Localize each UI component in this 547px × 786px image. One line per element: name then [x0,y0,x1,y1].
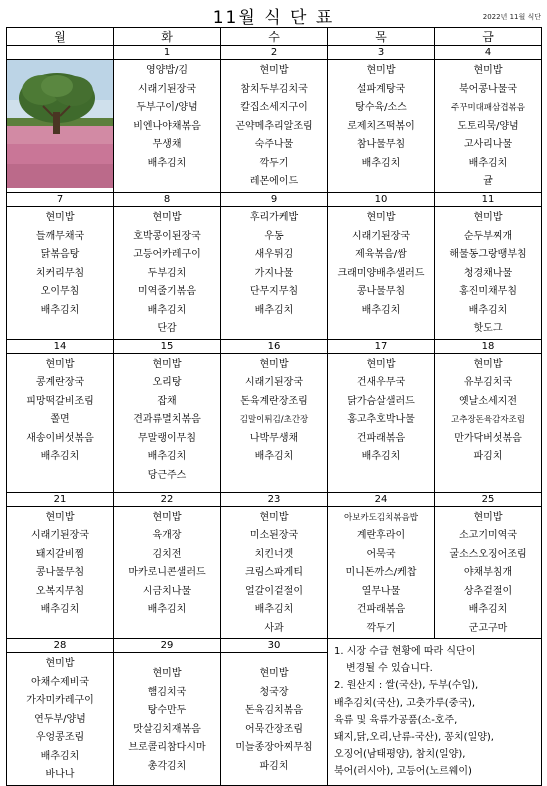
menu-item: 현미밥 [473,358,503,370]
menu-item: 고사리나물 [463,139,513,150]
menu-item: 청국장 [259,686,289,698]
day-number: 28 [7,639,113,653]
menu-item: 잡채 [157,395,177,407]
menu-item: 옛날소세지전 [459,395,517,407]
menu-item: 현미밥 [473,511,503,523]
note-line: 2. 원산지 : 쌀(국산), 두부(수입), [334,680,479,692]
menu-item: 배추김치 [468,604,508,615]
menu-item: 배추김치 [147,304,187,316]
menu-item: 배추김치 [468,157,508,169]
menu-item: 들깨무채국 [35,230,85,242]
menu-item: 주꾸미대패삼겹볶음 [451,103,525,113]
menu-item: 배추김치 [147,157,187,169]
menu-item: 곤약메추리알조림 [235,120,313,132]
menu-item: 치커리무침 [35,267,85,279]
day-number: 3 [328,46,434,60]
day-number: 15 [114,340,220,354]
day-cell [435,193,542,340]
menu-item: 건파래볶음 [356,432,406,444]
day-number: 24 [328,493,434,507]
day-cell [7,339,114,492]
menu-item: 새우튀김 [254,249,294,260]
day-cell [221,492,328,639]
menu-item: 현미밥 [152,358,182,370]
menu-item: 북어콩나물국 [459,83,517,95]
menu-item: 깍두기 [259,157,289,169]
week-row [7,46,542,193]
day-number: 18 [435,340,541,354]
menu-item: 마카로니콘샐러드 [128,567,206,578]
menu-list [7,653,113,785]
menu-item: 배추김치 [147,604,187,615]
menu-item: 아채수제비국 [31,676,89,688]
menu-item: 현미밥 [259,65,289,76]
week-row [7,339,542,492]
menu-item: 미니돈까스/케찹 [345,567,417,578]
menu-list [114,507,220,620]
week-row [7,639,542,786]
menu-item: 우엉콩조림 [35,732,85,743]
menu-item: 현미밥 [259,511,289,523]
menu-item: 미역줄기볶음 [138,286,196,297]
menu-item: 쫄면 [50,414,70,425]
day-cell [328,46,435,193]
menu-item: 계란후라이 [356,530,406,541]
day-number: 25 [435,493,541,507]
menu-item: 현미밥 [45,511,75,523]
tree-photo [7,60,113,188]
menu-item: 소고기미역국 [459,530,517,541]
menu-item: 오리탕 [152,377,182,388]
day-cell [7,193,114,340]
menu-item: 현미밥 [45,212,75,223]
menu-item: 나박무생채 [249,432,299,444]
menu-list [435,354,541,467]
day-cell [7,639,114,786]
menu-item: 당근주스 [147,469,187,481]
day-number: 11 [435,193,541,207]
menu-item: 배추김치 [254,451,294,462]
menu-item: 고추장돈육감자조림 [451,415,525,425]
menu-item: 현미밥 [473,212,503,223]
day-cell [114,193,221,340]
day-number: 8 [114,193,220,207]
menu-item: 맛살김치재볶음 [133,723,201,735]
menu-item: 새송이버섯볶음 [26,432,94,444]
menu-item: 아보카도김치볶음밥 [344,512,418,523]
menu-item: 현미밥 [152,511,182,523]
note-line: 북어(러시아), 고등어(노르웨이) [334,766,472,778]
menu-list [221,60,327,192]
menu-item: 돼지갈비찜 [35,548,85,560]
menu-item: 영양밥/김 [145,65,188,76]
menu-item: 육개장 [152,530,182,541]
menu-list [221,653,327,776]
menu-item: 닭볶음탕 [40,249,80,260]
menu-item: 상추겉절이 [463,585,513,597]
menu-item: 배추김치 [147,451,187,462]
day-cell [221,193,328,340]
menu-item: 현미밥 [259,358,289,370]
menu-item: 어묵간장조림 [245,723,303,735]
day-number: 16 [221,340,327,354]
tree-field-image [7,60,113,188]
menu-item: 현미밥 [45,358,75,370]
day-number: 30 [221,639,327,653]
menu-item: 배추김치 [361,304,401,316]
menu-item: 현미밥 [366,65,396,76]
menu-item: 두부구이/양념 [136,102,198,113]
menu-list [7,207,113,320]
menu-list [435,207,541,339]
menu-item: 치킨너겟 [254,548,294,560]
day-number: 29 [114,639,220,653]
notes [328,639,541,781]
menu-item: 홍고추호박나물 [347,414,415,425]
menu-item: 김치전 [152,548,182,560]
menu-item: 돈육김치볶음 [245,705,303,716]
menu-item: 순두부찌개 [463,230,513,242]
menu-item: 비엔나야채볶음 [133,120,201,132]
menu-item: 호박콩이된장국 [133,230,201,242]
menu-item: 숙주나물 [254,139,294,150]
menu-item: 배추김치 [254,304,294,316]
menu-item: 현미밥 [152,668,182,679]
menu-item: 바나나 [45,769,75,780]
menu-item: 두부김치 [147,267,187,279]
menu-item: 배추김치 [361,451,401,462]
menu-item: 배추김치 [361,157,401,169]
menu-item: 배추김치 [254,604,294,615]
menu-list [221,207,327,320]
menu-item: 칼집소세지구이 [240,102,308,113]
day-cell [114,46,221,193]
weekday-header-row [7,28,542,46]
menu-item: 닭가슴살샐러드 [347,395,415,407]
menu-item: 연두부/양념 [34,713,86,725]
day-number: 7 [7,193,113,207]
menu-item: 해물동그랑땡부침 [449,249,527,260]
day-cell-photo [7,46,114,193]
day-number: 1 [114,46,220,60]
menu-list [7,354,113,467]
menu-item: 배추김치 [40,604,80,615]
menu-item: 유부김치국 [463,377,513,388]
menu-list [328,207,434,320]
menu-item: 견과류멸치볶음 [133,414,201,425]
menu-list [221,354,327,467]
day-cell [435,46,542,193]
menu-item: 시래기된장국 [31,530,89,541]
menu-item: 사과 [264,622,284,634]
menu-item: 고등어카레구이 [133,249,201,260]
day-number: 21 [7,493,113,507]
menu-list [328,507,434,639]
week-row [7,193,542,340]
menu-item: 무생채 [152,139,182,150]
day-cell [435,492,542,639]
day-cell [328,492,435,639]
menu-calendar [6,27,542,786]
note-line: 오징어(남태평양), 참치(일양), [334,749,466,761]
menu-item: 어묵국 [366,548,396,560]
menu-item: 단무지무침 [249,286,299,297]
menu-item: 참나물무침 [356,139,406,150]
menu-item: 도토리묵/양념 [457,120,519,132]
menu-list [328,354,434,467]
menu-item: 군고구마 [468,622,508,634]
menu-item: 배추김치 [468,304,508,316]
menu-item: 야채부침개 [463,567,513,578]
menu-item: 현미밥 [366,212,396,223]
menu-item: 파김치 [259,760,289,772]
day-cell [221,46,328,193]
note-line: 돼지,닭,오리,난류-국산), 꽁치(일양), [334,732,494,744]
day-cell [328,339,435,492]
menu-list [114,354,220,486]
day-cell [328,193,435,340]
page-title: 11월 식 단 표 [212,8,335,28]
menu-item: 시래기된장국 [352,230,410,242]
menu-item: 오이무침 [40,286,80,297]
menu-item: 단감 [157,323,177,334]
weekday-header: 금 [435,28,542,46]
menu-item: 참치두부김치국 [240,83,308,95]
menu-item: 홍진미채무침 [459,286,517,297]
day-cell [221,339,328,492]
day-number: 2 [221,46,327,60]
menu-list [221,507,327,639]
menu-item: 굴소스오징어조림 [449,548,527,560]
note-line: 배추김치(국산), 고춧가루(중국), [334,697,476,709]
menu-item: 시래기된장국 [138,83,196,95]
day-number: 17 [328,340,434,354]
day-number: 22 [114,493,220,507]
day-cell [114,492,221,639]
day-number: 9 [221,193,327,207]
menu-item: 햄김치국 [147,686,187,698]
menu-item: 피망떡갈비조림 [26,395,94,407]
weekday-header: 화 [114,28,221,46]
day-cell [114,339,221,492]
day-cell [221,639,328,786]
menu-item: 가자미카레구이 [26,695,94,706]
menu-list [114,653,220,776]
menu-item: 크림스파게티 [245,567,303,578]
menu-item: 콩계란장국 [35,377,85,388]
menu-item: 후리가케밥 [249,212,299,223]
day-cell [7,492,114,639]
menu-item: 레몬에이드 [249,176,299,187]
menu-item: 현미밥 [45,658,75,669]
menu-item: 우동 [264,230,284,242]
menu-item: 설파계탕국 [356,83,406,95]
menu-item: 미소된장국 [249,530,299,541]
menu-item: 브로콜리참다시마 [128,742,206,753]
menu-item: 깍두기 [366,622,396,634]
note-line: 1. 시장 수급 현황에 따라 식단이 [334,646,476,657]
menu-item: 열무나물 [361,585,401,597]
menu-item: 현미밥 [152,212,182,223]
menu-item: 귤 [483,176,493,187]
menu-list [7,507,113,620]
menu-item: 시래기된장국 [245,377,303,388]
day-number: 4 [435,46,541,60]
menu-item: 미늘종장아찌무침 [235,742,313,753]
menu-item: 김말이튀김/초간장 [239,415,309,425]
week-row [7,492,542,639]
menu-item: 파김치 [473,451,503,462]
menu-item: 콩나물무침 [356,286,406,297]
menu-list [435,60,541,192]
menu-item: 현미밥 [259,668,289,679]
menu-item: 오복지무침 [35,585,85,597]
menu-item: 얼갈이겉절이 [245,585,303,597]
day-number: 23 [221,493,327,507]
menu-list [114,207,220,339]
menu-item: 탕수육/소스 [355,102,407,113]
menu-list [114,60,220,173]
menu-item: 현미밥 [366,358,396,370]
menu-item: 크래미양배추샐러드 [337,267,425,279]
menu-item: 현미밥 [473,65,503,76]
menu-item: 배추김치 [40,304,80,316]
menu-list [328,60,434,173]
note-line: 육류 및 육류가공품(소-호주, [334,714,458,726]
menu-item: 건파래볶음 [356,604,406,615]
menu-item: 콩나물무침 [35,567,85,578]
menu-item: 돈육계란장조림 [240,395,308,407]
day-number: 14 [7,340,113,354]
menu-item: 시금치나물 [142,585,192,597]
menu-item: 건새우무국 [356,377,406,388]
day-number: 10 [328,193,434,207]
menu-item: 로제치즈떡볶이 [347,120,415,132]
day-number [7,46,113,60]
menu-item: 총각김치 [147,760,187,772]
weekday-header: 월 [7,28,114,46]
menu-item: 청경채나물 [463,267,513,279]
menu-item: 배추김치 [40,451,80,462]
menu-item: 무말랭이무침 [138,432,196,444]
day-cell [435,339,542,492]
weekday-header: 수 [221,28,328,46]
menu-item: 만가닥버섯볶음 [454,432,522,444]
date-stamp: 2022년 11월 식단 [482,13,541,21]
day-cell [114,639,221,786]
menu-item: 핫도그 [473,323,503,334]
notes-cell [328,639,542,786]
menu-item: 가지나물 [254,267,294,279]
menu-list [435,507,541,639]
menu-item: 배추김치 [40,750,80,762]
weekday-header: 목 [328,28,435,46]
menu-item: 탕수만두 [147,705,187,716]
menu-item: 제육볶음/쌈 [355,249,407,260]
note-line: 변경될 수 있습니다. [346,663,433,675]
